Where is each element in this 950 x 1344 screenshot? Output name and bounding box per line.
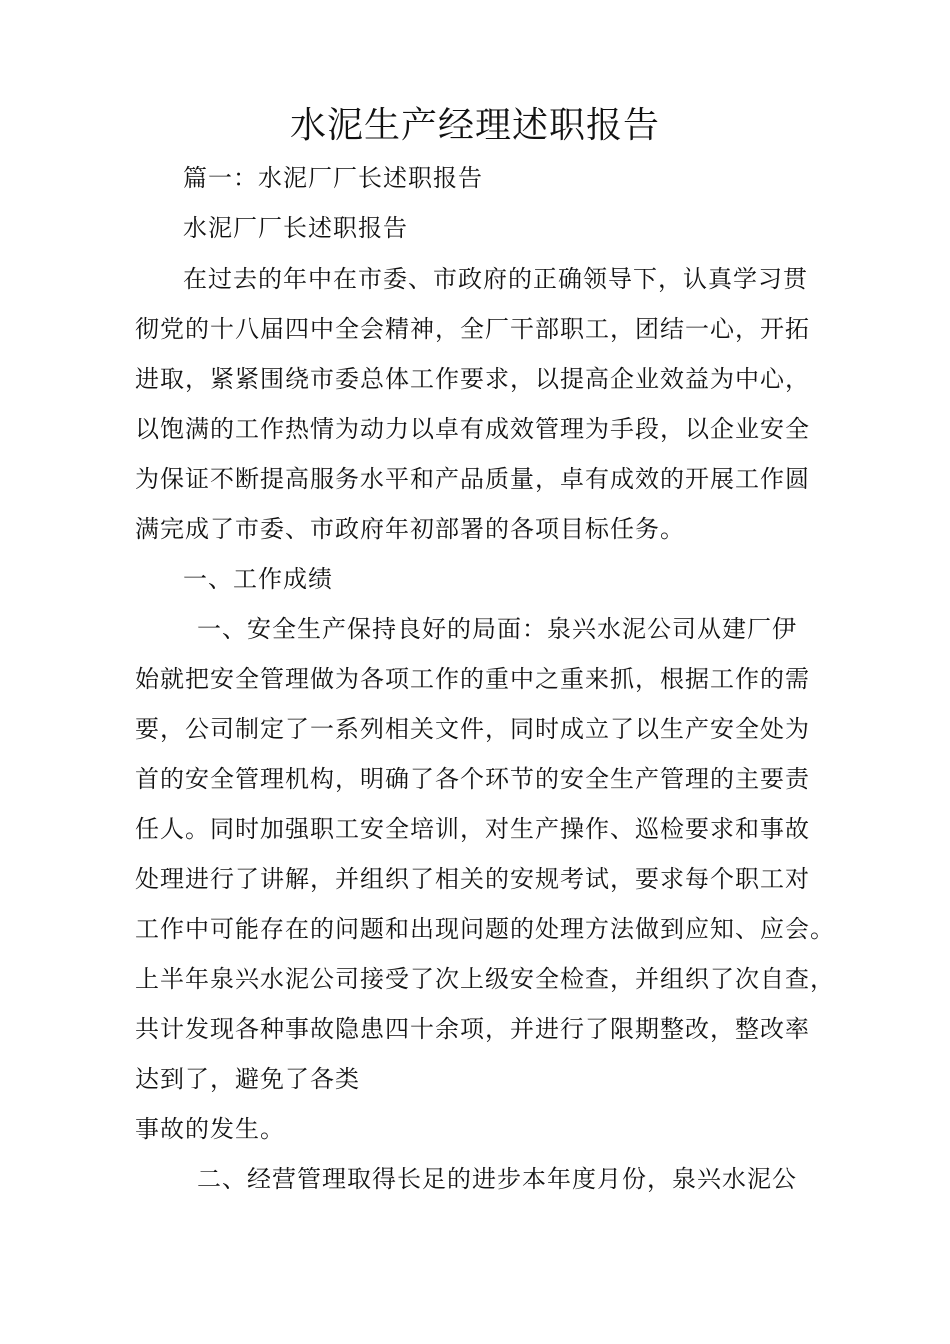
paragraph-line: 彻党的十八届四中全会精神，全厂干部职工，团结一心，开拓 [135, 315, 810, 343]
paragraph-line: 事故的发生。 [135, 1115, 285, 1143]
paragraph-line: 在过去的年中在市委、市政府的正确领导下，认真学习贯 [183, 265, 808, 293]
paragraph-line: 共计发现各种事故隐患四十余项，并进行了限期整改，整改率 [135, 1015, 810, 1043]
paragraph-line: 首的安全管理机构，明确了各个环节的安全生产管理的主要责 [135, 765, 810, 793]
paragraph-line: 要，公司制定了一系列相关文件，同时成立了以生产安全处为 [135, 715, 810, 743]
subtitle: 水泥厂厂长述职报告 [183, 214, 408, 242]
paragraph-line: 满完成了市委、市政府年初部署的各项目标任务。 [135, 515, 685, 543]
paragraph-line: 为保证不断提高服务水平和产品质量，卓有成效的开展工作圆 [135, 465, 810, 493]
section-heading: 篇一：水泥厂厂长述职报告 [183, 164, 483, 192]
paragraph-line: 一、安全生产保持良好的局面：泉兴水泥公司从建厂伊 [197, 615, 797, 643]
paragraph-line: 始就把安全管理做为各项工作的重中之重来抓，根据工作的需 [135, 665, 810, 693]
paragraph-line: 处理进行了讲解，并组织了相关的安规考试，要求每个职工对 [135, 865, 810, 893]
paragraph-line: 以饱满的工作热情为动力以卓有成效管理为手段，以企业安全 [135, 415, 810, 443]
paragraph-line: 达到了，避免了各类 [135, 1065, 360, 1093]
paragraph-line: 任人。同时加强职工安全培训，对生产操作、巡检要求和事故 [135, 815, 810, 843]
document-title: 水泥生产经理述职报告 [289, 105, 660, 146]
paragraph-line: 进取，紧紧围绕市委总体工作要求，以提高企业效益为中心， [135, 365, 810, 393]
paragraph-line: 工作中可能存在的问题和出现问题的处理方法做到应知、应会。 [135, 915, 835, 943]
paragraph-line: 二、经营管理取得长足的进步本年度月份，泉兴水泥公 [197, 1165, 797, 1193]
section-heading: 一、工作成绩 [183, 565, 333, 593]
paragraph-line: 上半年泉兴水泥公司接受了次上级安全检查，并组织了次自查， [135, 965, 835, 993]
